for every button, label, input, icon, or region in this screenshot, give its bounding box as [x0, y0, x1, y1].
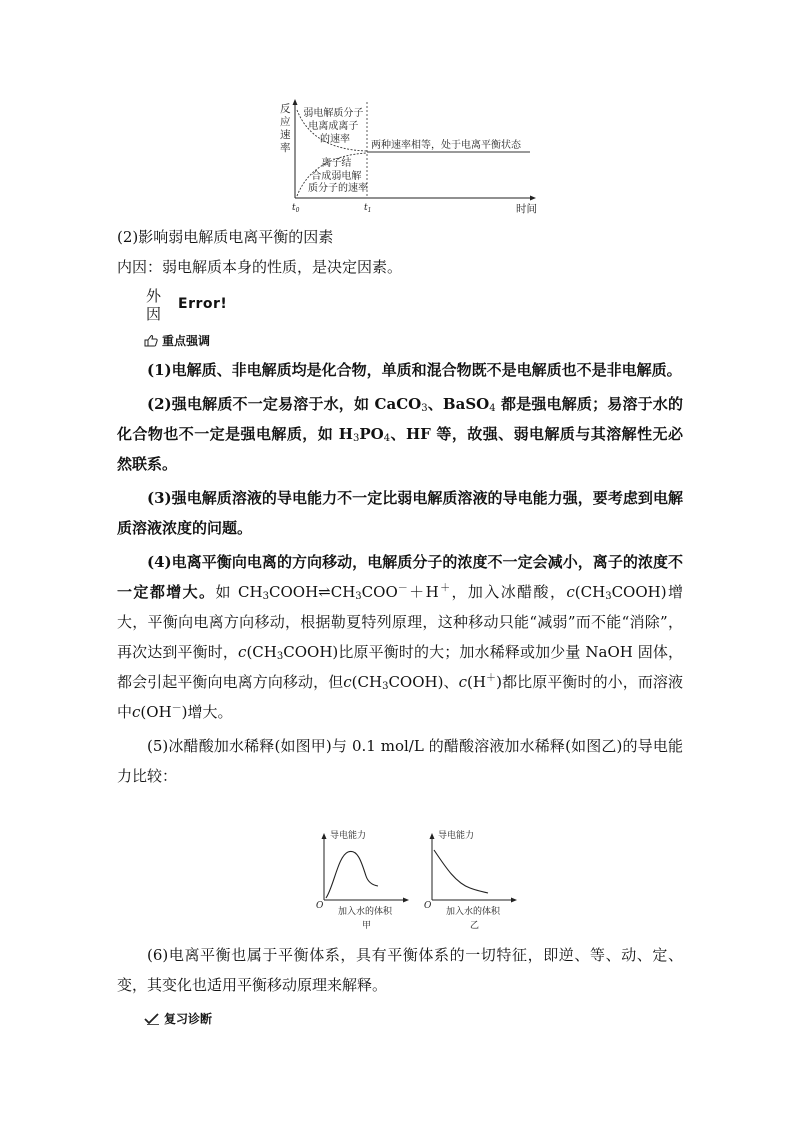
y-axis-label: 反 应 速 率: [280, 103, 291, 154]
lower-curve-label: 离子结 合成弱电解 质分子的速率: [308, 158, 368, 194]
conductivity-figure-b: [418, 828, 518, 932]
conductivity-curve-b: [434, 850, 488, 893]
point-3: (3)强电解质溶液的导电能力不一定比弱电解质溶液的导电能力强，要考虑到电解质溶液浓度的问题。: [117, 489, 683, 537]
fig-b-xlabel: 加入水的体积: [446, 907, 501, 917]
external-factor-label: 外 因: [146, 287, 162, 323]
fig-a-caption: 甲: [362, 921, 372, 931]
emphasis-header: 重点强调: [144, 332, 210, 349]
point-4: (4)电离平衡向电离的方向移动，电解质分子的浓度不一定会减小，离子的浓度不一定都增大。如 $CH_3COOH\rightleftharpoons CH_3COO^-+H^+$，加入冰醋酸，$c(CH_3COOH)$增大，平衡向电离方向移动，根据勒夏特列原理，这种移动只能“减弱”而不能“消除”，再次达到平衡时，$c(CH_3COOH)$比原平衡时的大；加水稀释或加少量 NaOH 固体，都会引起平衡向电离方向移动，但$c(CH_3COOH)$、c(H＋)都比原平衡时的小，而溶液中c(OH－)增大。: [117, 553, 683, 721]
fig-a-ylabel: 导电能力: [330, 831, 367, 841]
fig-b-origin: O: [424, 901, 432, 911]
section-title: (2)影响弱电解质电离平衡的因素: [117, 228, 334, 246]
fig-a-xlabel: 加入水的体积: [338, 907, 393, 917]
fig-b-ylabel: 导电能力: [438, 831, 475, 841]
t1-label: $t_1$: [364, 203, 372, 214]
hand-pointer-icon: [144, 334, 158, 347]
upper-curve-label: 弱电解质分子 电离成离子 的速率: [303, 108, 364, 145]
point-2: (2)强电解质不一定易溶于水，如 CaCO$_3$、BaSO$_4$ 都是强电解质；易溶于水的化合物也不一定是强电解质，如 $H_3PO_4$、HF 等，故强、弱电解质与其溶解性无必然联系。: [117, 395, 683, 473]
point-5: (5)冰醋酸加水稀释(如图甲)与 0.1 mol/L 的醋酸溶液加水稀释(如图乙)的导电能力比较：: [117, 737, 683, 785]
t0-label: $t_0$: [292, 203, 300, 214]
conductivity-figure-a: [310, 828, 410, 932]
internal-factor: 内因：弱电解质本身的性质，是决定因素。: [117, 258, 403, 276]
fig-a-origin: O: [316, 901, 324, 911]
conductivity-curve-a: [326, 851, 378, 898]
equilibrium-label: 两种速率相等，处于电离平衡状态: [371, 140, 521, 151]
check-pencil-icon: [144, 1012, 160, 1025]
x-axis-label: 时间: [516, 203, 537, 215]
review-header: 复习诊断: [144, 1010, 212, 1027]
point-1: (1)电解质、非电解质均是化合物，单质和混合物既不是电解质也不是非电解质。: [147, 361, 682, 379]
error-text: Error!: [178, 296, 228, 312]
point-6: (6)电离平衡也属于平衡体系，具有平衡体系的一切特征，即逆、等、动、定、变，其变化也适用平衡移动原理来解释。: [117, 946, 683, 994]
rate-time-figure: [278, 98, 540, 216]
fig-b-caption: 乙: [470, 921, 480, 931]
